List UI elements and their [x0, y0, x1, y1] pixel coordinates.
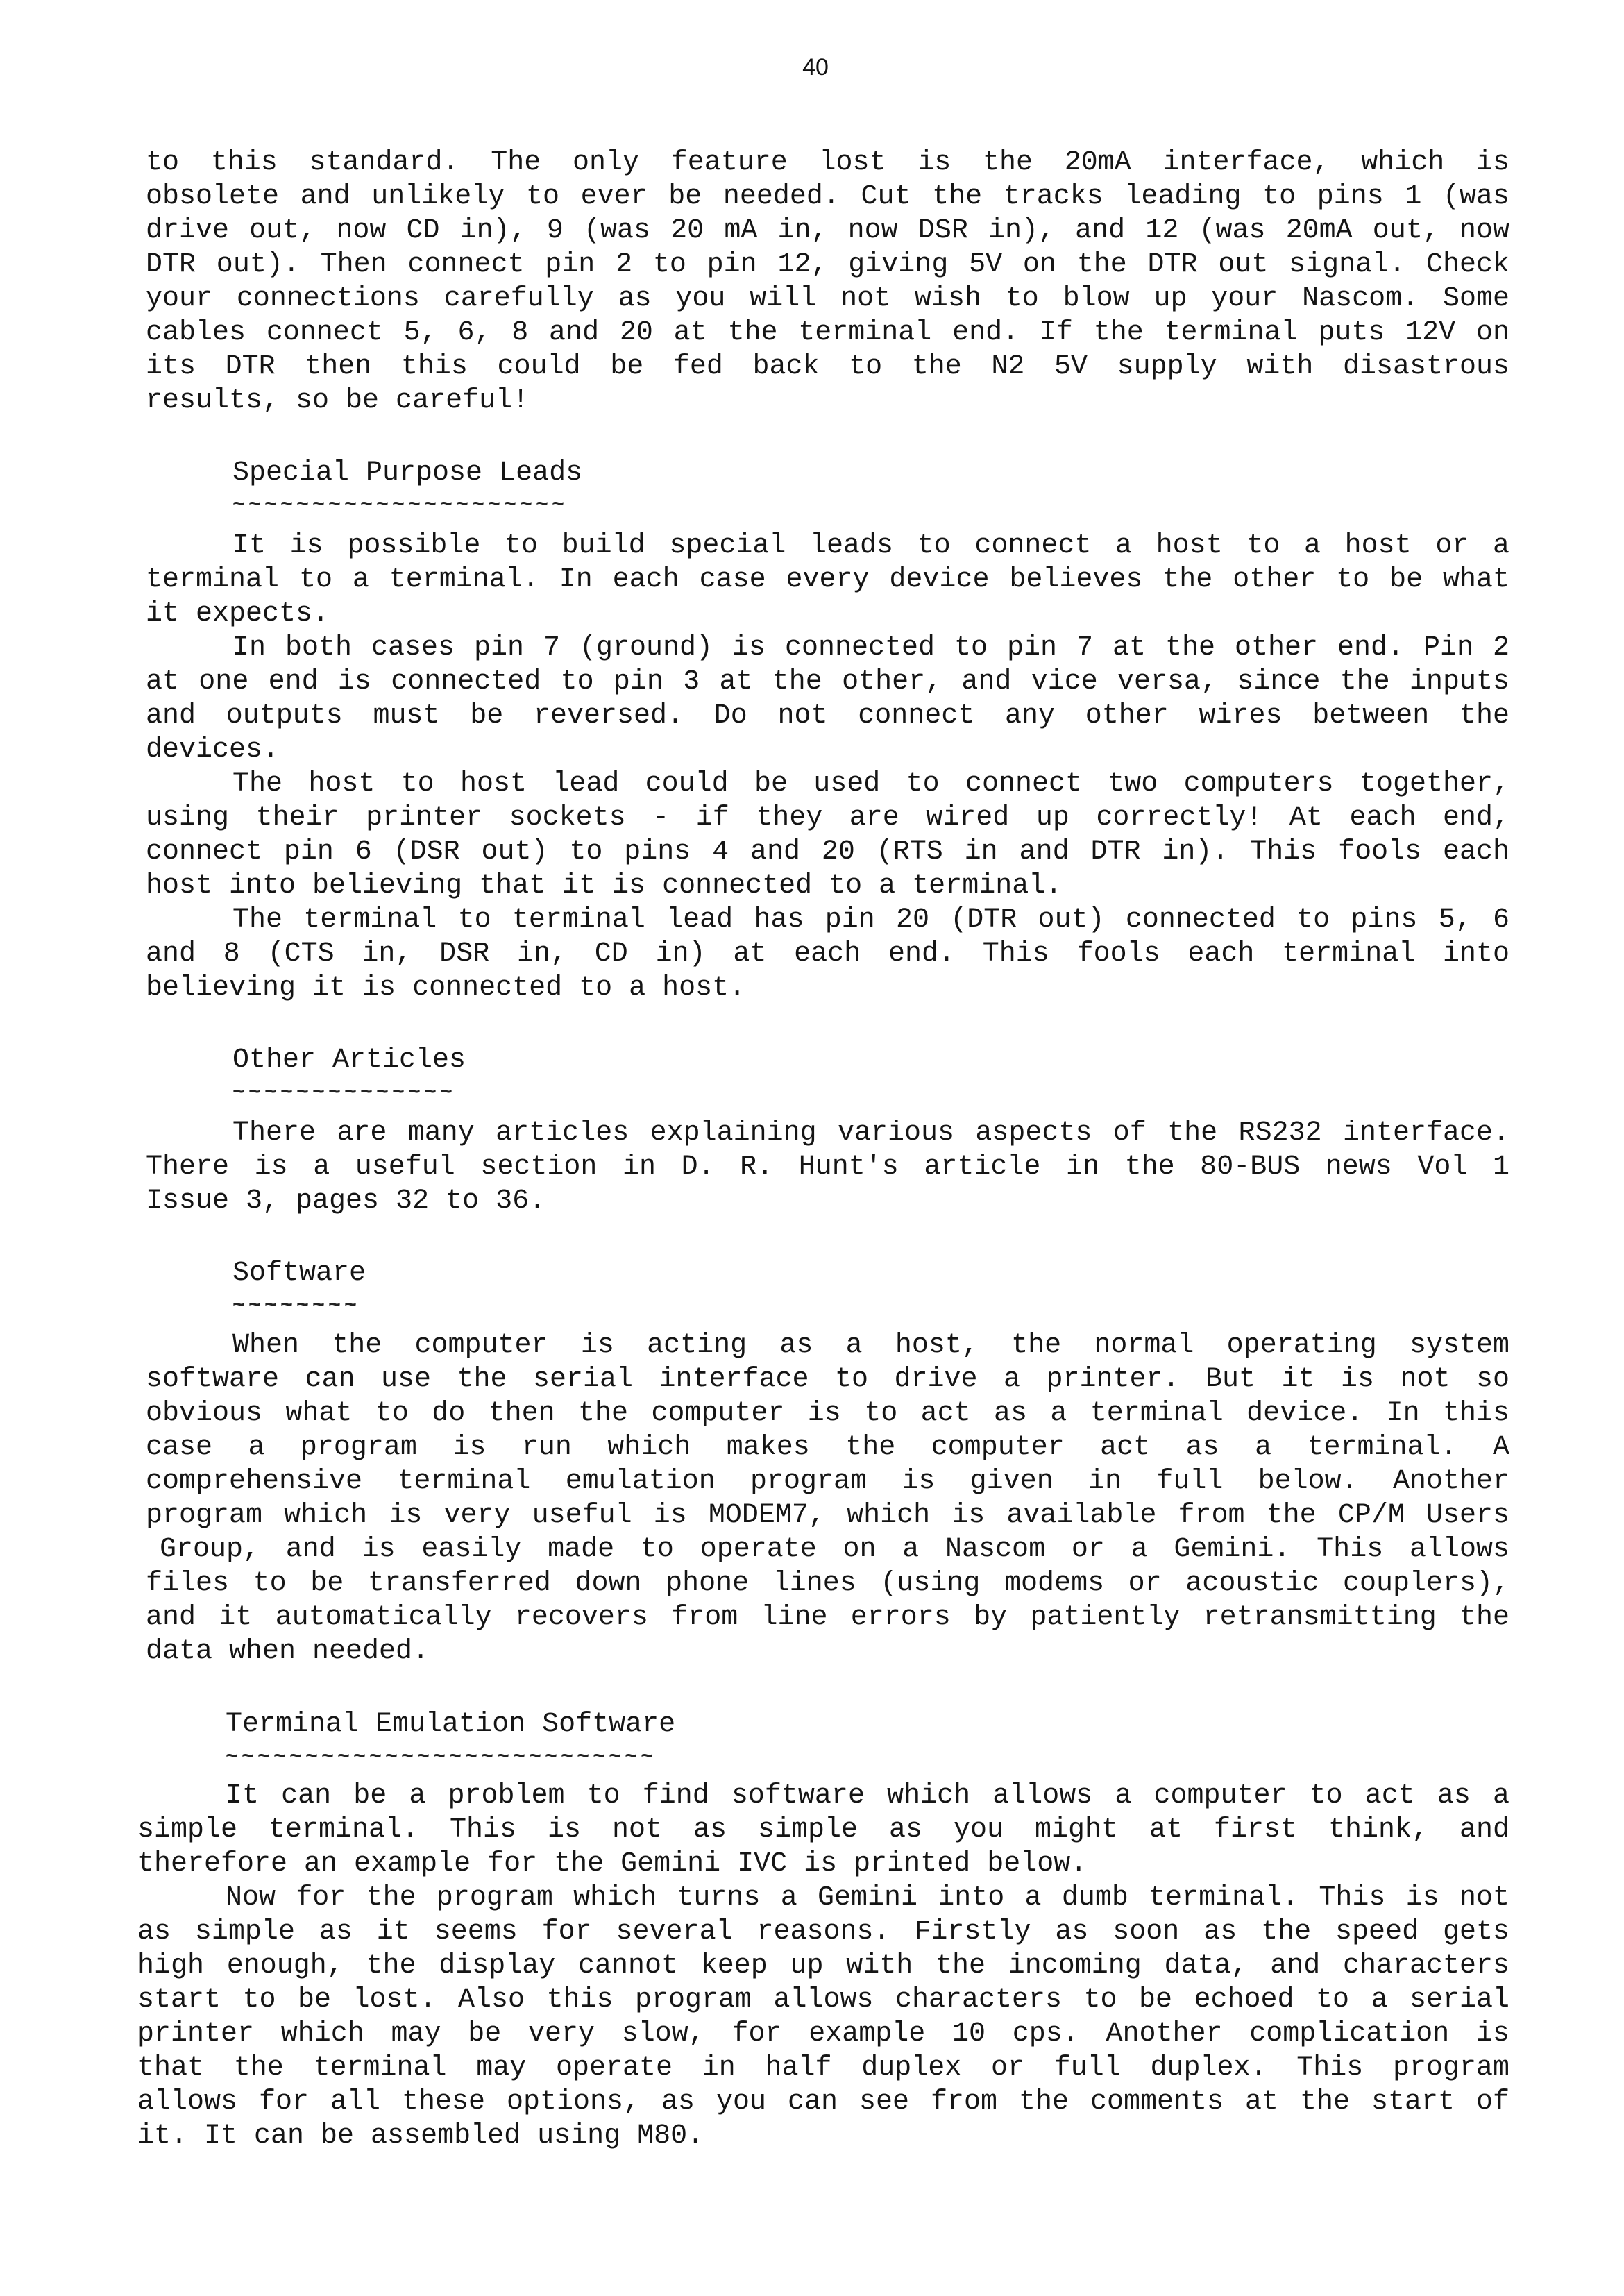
text-line: printer which may be very slow, for example 10 cps. Another complication is	[137, 2018, 1509, 2050]
text-line: cables connect 5, 6, 8 and 20 at the terminal end. If the terminal puts 12V on	[146, 317, 1509, 348]
text-line: case a program is run which makes the computer act as a terminal. A	[146, 1432, 1509, 1463]
text-line: drive out, now CD in), 9 (was 20 mA in, now DSR in), and 12 (was 20mA out, now	[146, 215, 1509, 246]
text-line: There is a useful section in D. R. Hunt's article in the 80-BUS news Vol 1	[146, 1151, 1509, 1183]
text-line: it expects.	[146, 598, 330, 630]
section-heading: Other Articles	[232, 1045, 466, 1076]
text-line: your connections carefully as you will not wish to blow up your Nascom. Some	[146, 283, 1509, 314]
heading-underline: ~~~~~~~~	[232, 1294, 361, 1318]
text-line: allows for all these options, as you can see from the comments at the start of	[137, 2086, 1509, 2118]
text-line: When the computer is acting as a host, the normal operating system	[232, 1330, 1509, 1361]
text-line: data when needed.	[146, 1636, 430, 1667]
text-line: that the terminal may operate in half duplex or full duplex. This program	[137, 2052, 1509, 2084]
text-line: and outputs must be reversed. Do not connect any other wires between the	[146, 700, 1509, 732]
section-heading: Special Purpose Leads	[232, 457, 583, 489]
text-line: and 8 (CTS in, DSR in, CD in) at each end. This fools each terminal into	[146, 938, 1509, 970]
text-line: obvious what to do then the computer is to act as a terminal device. In this	[146, 1398, 1509, 1429]
text-line: its DTR then this could be fed back to the N2 5V supply with disastrous	[146, 351, 1509, 382]
text-line: devices.	[146, 734, 280, 766]
text-line: and it automatically recovers from line errors by patiently retransmitting the	[146, 1602, 1509, 1633]
text-line: The host to host lead could be used to connect two computers together,	[232, 768, 1509, 800]
text-line: terminal to a terminal. In each case every device believes the other to be what	[146, 564, 1509, 596]
heading-underline: ~~~~~~~~~~~~~~~~~~~~~~~~~~~	[226, 1746, 657, 1769]
page-number: 40	[802, 54, 829, 81]
heading-underline: ~~~~~~~~~~~~~~	[232, 1081, 457, 1105]
text-line: start to be lost. Also this program allows characters to be echoed to a serial	[137, 1984, 1509, 2016]
text-line: Now for the program which turns a Gemini into a dumb terminal. This is not	[226, 1882, 1509, 1914]
section-heading: Terminal Emulation Software	[226, 1709, 676, 1740]
text-line: It is possible to build special leads to connect a host to a host or a	[232, 530, 1509, 562]
text-line: DTR out). Then connect pin 2 to pin 12, giving 5V on the DTR out signal. Check	[146, 249, 1509, 280]
text-line: connect pin 6 (DSR out) to pins 4 and 20 (RTS in and DTR in). This fools each	[146, 836, 1509, 868]
text-line: software can use the serial interface to drive a printer. But it is not so	[146, 1364, 1509, 1395]
text-line: as simple as it seems for several reasons. Firstly as soon as the speed gets	[137, 1916, 1509, 1948]
text-line: The terminal to terminal lead has pin 20 (DTR out) connected to pins 5, 6	[232, 904, 1509, 936]
text-line: There are many articles explaining various aspects of the RS232 interface.	[232, 1117, 1509, 1149]
text-line: obsolete and unlikely to ever be needed. Cut the tracks leading to pins 1 (was	[146, 181, 1509, 212]
text-line: results, so be careful!	[146, 385, 530, 416]
text-line: In both cases pin 7 (ground) is connected to pin 7 at the other end. Pin 2	[232, 632, 1509, 664]
text-line: files to be transferred down phone lines (using modems or acoustic couplers),	[146, 1568, 1509, 1599]
text-line: it. It can be assembled using M80.	[137, 2120, 704, 2152]
text-line: Group, and is easily made to operate on a Nascom or a Gemini. This allows	[160, 1534, 1509, 1565]
text-line: at one end is connected to pin 3 at the other, and vice versa, since the inputs	[146, 666, 1509, 698]
text-line: program which is very useful is MODEM7, which is available from the CP/M Users	[146, 1500, 1509, 1531]
text-line: simple terminal. This is not as simple as you might at first think, and	[137, 1814, 1509, 1846]
text-line: high enough, the display cannot keep up with the incoming data, and characters	[137, 1950, 1509, 1982]
text-line: host into believing that it is connected to a terminal.	[146, 870, 1063, 902]
text-line: to this standard. The only feature lost is the 20mA interface, which is	[146, 147, 1509, 178]
section-heading: Software	[232, 1258, 366, 1289]
text-line: using their printer sockets - if they are wired up correctly! At each end,	[146, 802, 1509, 834]
text-line: It can be a problem to find software which allows a computer to act as a	[226, 1780, 1509, 1812]
text-line: therefore an example for the Gemini IVC is printed below.	[137, 1848, 1088, 1880]
text-line: comprehensive terminal emulation program is given in full below. Another	[146, 1466, 1509, 1497]
text-line: believing it is connected to a host.	[146, 972, 746, 1004]
heading-underline: ~~~~~~~~~~~~~~~~~~~~~	[232, 493, 568, 517]
text-line: Issue 3, pages 32 to 36.	[146, 1185, 546, 1217]
